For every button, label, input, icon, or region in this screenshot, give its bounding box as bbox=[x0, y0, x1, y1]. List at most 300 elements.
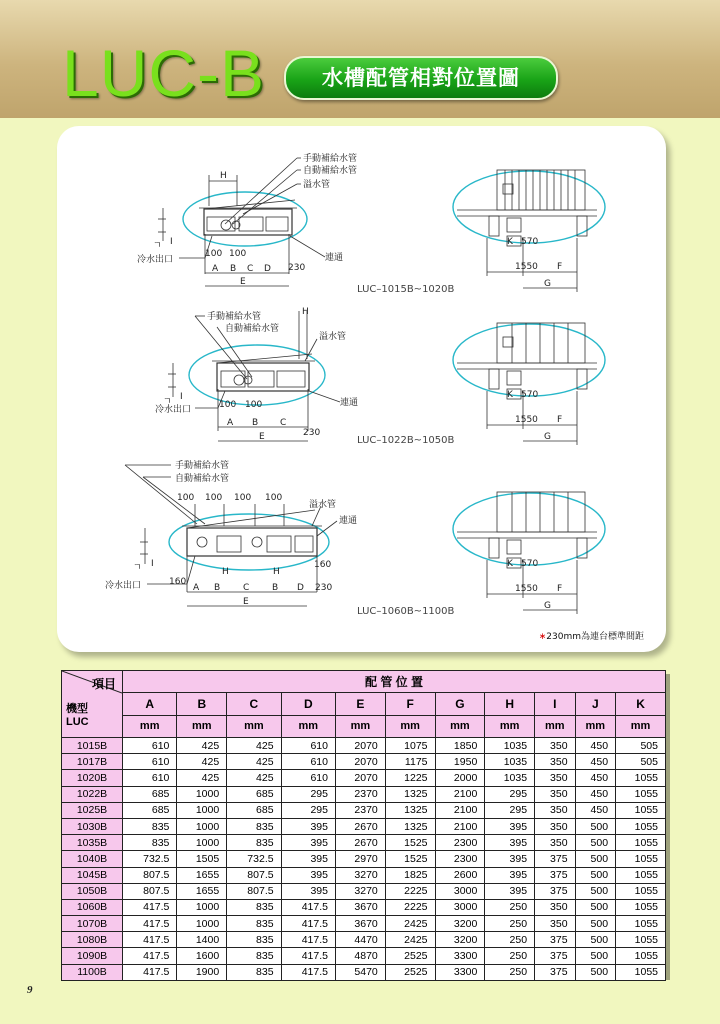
value-cell: 395 bbox=[281, 883, 335, 899]
table-corner: 項目 機型 LUC bbox=[62, 671, 123, 738]
value-cell: 395 bbox=[485, 883, 535, 899]
value-cell: 835 bbox=[227, 932, 281, 948]
value-cell: 417.5 bbox=[281, 948, 335, 964]
value-cell: 375 bbox=[535, 964, 576, 980]
value-cell: 3300 bbox=[435, 964, 485, 980]
plan-diagram-1 bbox=[137, 152, 455, 295]
model-cell: 1070B bbox=[62, 916, 123, 932]
value-cell: 417.5 bbox=[281, 916, 335, 932]
svg-text:D: D bbox=[264, 264, 271, 274]
value-cell: 1055 bbox=[616, 851, 666, 867]
svg-text:A: A bbox=[212, 264, 219, 274]
column-header: B bbox=[177, 693, 227, 715]
value-cell: 505 bbox=[616, 738, 666, 754]
value-cell: 375 bbox=[535, 867, 576, 883]
value-cell: 610 bbox=[281, 754, 335, 770]
value-cell: 425 bbox=[177, 770, 227, 786]
value-cell: 417.5 bbox=[123, 932, 177, 948]
column-header: E bbox=[335, 693, 385, 715]
unit-row bbox=[62, 715, 666, 737]
value-cell: 807.5 bbox=[123, 867, 177, 883]
model-cell: 1025B bbox=[62, 802, 123, 818]
unit-cell: mm bbox=[281, 715, 335, 737]
value-cell: 1175 bbox=[385, 754, 435, 770]
svg-text:100: 100 bbox=[219, 400, 237, 410]
svg-text:F: F bbox=[557, 262, 563, 272]
value-cell: 5470 bbox=[335, 964, 385, 980]
svg-text:1550: 1550 bbox=[515, 262, 538, 272]
label-cold-outlet-2: 冷水出口 bbox=[155, 405, 192, 415]
model-cell: 1045B bbox=[62, 867, 123, 883]
value-cell: 250 bbox=[485, 964, 535, 980]
table-row bbox=[62, 835, 666, 851]
label-auto-supply-2: 自動補給水管 bbox=[225, 324, 280, 334]
model-range-1: LUC–1015B~1020B bbox=[357, 284, 455, 295]
svg-text:A: A bbox=[227, 418, 234, 428]
value-cell: 450 bbox=[575, 754, 616, 770]
value-cell: 1950 bbox=[435, 754, 485, 770]
value-cell: 2225 bbox=[385, 899, 435, 915]
svg-text:B: B bbox=[272, 583, 279, 593]
value-cell: 500 bbox=[575, 851, 616, 867]
value-cell: 1600 bbox=[177, 948, 227, 964]
label-manual-supply-1: 手動補給水管 bbox=[303, 154, 358, 164]
value-cell: 375 bbox=[535, 883, 576, 899]
value-cell: 500 bbox=[575, 835, 616, 851]
value-cell: 500 bbox=[575, 948, 616, 964]
column-header: C bbox=[227, 693, 281, 715]
model-cell: 1017B bbox=[62, 754, 123, 770]
column-header: D bbox=[281, 693, 335, 715]
svg-text:570: 570 bbox=[521, 237, 539, 247]
value-cell: 500 bbox=[575, 932, 616, 948]
value-cell: 2100 bbox=[435, 786, 485, 802]
value-cell: 2100 bbox=[435, 802, 485, 818]
value-cell: 395 bbox=[485, 818, 535, 834]
value-cell: 425 bbox=[177, 754, 227, 770]
svg-text:A: A bbox=[193, 583, 200, 593]
value-cell: 610 bbox=[281, 770, 335, 786]
value-cell: 807.5 bbox=[123, 883, 177, 899]
table-row bbox=[62, 948, 666, 964]
svg-text:C: C bbox=[243, 583, 250, 593]
value-cell: 417.5 bbox=[281, 964, 335, 980]
value-cell: 350 bbox=[535, 770, 576, 786]
value-cell: 1055 bbox=[616, 802, 666, 818]
svg-text:I: I bbox=[170, 237, 173, 247]
value-cell: 2100 bbox=[435, 818, 485, 834]
value-cell: 1655 bbox=[177, 867, 227, 883]
svg-text:H: H bbox=[273, 567, 280, 577]
svg-text:F: F bbox=[557, 415, 563, 425]
svg-text:160: 160 bbox=[169, 577, 187, 587]
column-header: H bbox=[485, 693, 535, 715]
piping-diagrams bbox=[57, 126, 666, 652]
value-cell: 1055 bbox=[616, 867, 666, 883]
group-title: 配 管 位 置 bbox=[123, 671, 666, 693]
value-cell: 1055 bbox=[616, 786, 666, 802]
value-cell: 500 bbox=[575, 883, 616, 899]
value-cell: 395 bbox=[281, 851, 335, 867]
unit-cell: mm bbox=[485, 715, 535, 737]
column-header-row bbox=[62, 693, 666, 715]
svg-text:I: I bbox=[180, 392, 183, 402]
value-cell: 835 bbox=[227, 964, 281, 980]
svg-text:ㄱ: ㄱ bbox=[133, 563, 142, 573]
value-cell: 2670 bbox=[335, 835, 385, 851]
value-cell: 2300 bbox=[435, 835, 485, 851]
value-cell: 350 bbox=[535, 916, 576, 932]
value-cell: 425 bbox=[227, 738, 281, 754]
table-row bbox=[62, 916, 666, 932]
svg-text:E: E bbox=[259, 432, 265, 442]
svg-text:K: K bbox=[507, 237, 513, 247]
value-cell: 1000 bbox=[177, 802, 227, 818]
value-cell: 1055 bbox=[616, 770, 666, 786]
value-cell: 685 bbox=[123, 786, 177, 802]
value-cell: 2670 bbox=[335, 818, 385, 834]
value-cell: 500 bbox=[575, 916, 616, 932]
value-cell: 1325 bbox=[385, 818, 435, 834]
svg-text:ㄱ: ㄱ bbox=[153, 241, 162, 251]
value-cell: 417.5 bbox=[281, 899, 335, 915]
value-cell: 2000 bbox=[435, 770, 485, 786]
model-cell: 1100B bbox=[62, 964, 123, 980]
value-cell: 835 bbox=[123, 835, 177, 851]
value-cell: 1325 bbox=[385, 802, 435, 818]
label-overflow-1: 溢水管 bbox=[303, 180, 331, 190]
value-cell: 500 bbox=[575, 964, 616, 980]
model-cell: 1020B bbox=[62, 770, 123, 786]
value-cell: 2525 bbox=[385, 948, 435, 964]
svg-text:K: K bbox=[507, 559, 513, 569]
label-auto-supply-1: 自動補給水管 bbox=[303, 166, 358, 176]
value-cell: 2525 bbox=[385, 964, 435, 980]
model-cell: 1050B bbox=[62, 883, 123, 899]
value-cell: 295 bbox=[485, 786, 535, 802]
value-cell: 685 bbox=[227, 786, 281, 802]
column-header: I bbox=[535, 693, 576, 715]
column-header: F bbox=[385, 693, 435, 715]
value-cell: 500 bbox=[575, 867, 616, 883]
page-number: 9 bbox=[27, 984, 33, 996]
table-row bbox=[62, 867, 666, 883]
model-range-3: LUC–1060B~1100B bbox=[357, 606, 455, 617]
unit-cell: mm bbox=[177, 715, 227, 737]
label-connect-1: 連通 bbox=[325, 253, 344, 263]
value-cell: 450 bbox=[575, 786, 616, 802]
value-cell: 610 bbox=[123, 754, 177, 770]
plan-diagram-2 bbox=[155, 307, 358, 442]
value-cell: 1000 bbox=[177, 835, 227, 851]
svg-text:230: 230 bbox=[288, 263, 306, 273]
table-row bbox=[62, 883, 666, 899]
value-cell: 1035 bbox=[485, 754, 535, 770]
label-connect-3: 連通 bbox=[339, 516, 358, 526]
plan-diagram-3 bbox=[105, 459, 455, 617]
value-cell: 417.5 bbox=[123, 899, 177, 915]
value-cell: 2225 bbox=[385, 883, 435, 899]
subtitle-badge: 水槽配管相對位置圖 bbox=[284, 56, 558, 100]
page-title: LUC-B bbox=[62, 36, 266, 110]
value-cell: 1055 bbox=[616, 883, 666, 899]
value-cell: 375 bbox=[535, 851, 576, 867]
value-cell: 417.5 bbox=[123, 916, 177, 932]
value-cell: 1525 bbox=[385, 835, 435, 851]
value-cell: 417.5 bbox=[123, 964, 177, 980]
model-range-2: LUC–1022B~1050B bbox=[357, 435, 455, 446]
svg-text:100: 100 bbox=[205, 493, 223, 503]
side-diagram-1 bbox=[453, 170, 605, 292]
label-cold-outlet-1: 冷水出口 bbox=[137, 255, 174, 265]
value-cell: 1000 bbox=[177, 818, 227, 834]
label-manual-supply-3: 手動補給水管 bbox=[175, 461, 230, 471]
value-cell: 1075 bbox=[385, 738, 435, 754]
unit-cell: mm bbox=[385, 715, 435, 737]
svg-text:C: C bbox=[280, 418, 287, 428]
unit-cell: mm bbox=[616, 715, 666, 737]
value-cell: 1325 bbox=[385, 786, 435, 802]
column-header: J bbox=[575, 693, 616, 715]
model-cell: 1060B bbox=[62, 899, 123, 915]
svg-text:B: B bbox=[230, 264, 237, 274]
value-cell: 250 bbox=[485, 916, 535, 932]
note: ∗230mm為連台標準間距 bbox=[538, 632, 644, 642]
value-cell: 500 bbox=[575, 818, 616, 834]
value-cell: 395 bbox=[281, 867, 335, 883]
value-cell: 350 bbox=[535, 899, 576, 915]
value-cell: 295 bbox=[281, 786, 335, 802]
value-cell: 3300 bbox=[435, 948, 485, 964]
value-cell: 835 bbox=[227, 916, 281, 932]
table-row bbox=[62, 786, 666, 802]
value-cell: 395 bbox=[485, 867, 535, 883]
value-cell: 1000 bbox=[177, 899, 227, 915]
label-connect-2: 連通 bbox=[340, 398, 359, 408]
unit-cell: mm bbox=[123, 715, 177, 737]
svg-text:100: 100 bbox=[234, 493, 252, 503]
value-cell: 295 bbox=[485, 802, 535, 818]
svg-text:160: 160 bbox=[314, 560, 332, 570]
value-cell: 1035 bbox=[485, 770, 535, 786]
svg-text:100: 100 bbox=[229, 249, 247, 259]
svg-text:230: 230 bbox=[315, 583, 333, 593]
svg-text:G: G bbox=[544, 432, 551, 442]
value-cell: 3670 bbox=[335, 899, 385, 915]
svg-text:K: K bbox=[507, 390, 513, 400]
value-cell: 3200 bbox=[435, 916, 485, 932]
svg-text:C: C bbox=[247, 264, 254, 274]
unit-cell: mm bbox=[227, 715, 281, 737]
value-cell: 2070 bbox=[335, 770, 385, 786]
value-cell: 1900 bbox=[177, 964, 227, 980]
value-cell: 1225 bbox=[385, 770, 435, 786]
value-cell: 395 bbox=[281, 835, 335, 851]
label-cold-outlet-3: 冷水出口 bbox=[105, 581, 142, 591]
model-cell: 1030B bbox=[62, 818, 123, 834]
value-cell: 3270 bbox=[335, 883, 385, 899]
value-cell: 3670 bbox=[335, 916, 385, 932]
side-diagram-3 bbox=[453, 492, 605, 614]
value-cell: 425 bbox=[227, 754, 281, 770]
value-cell: 732.5 bbox=[227, 851, 281, 867]
svg-text:1550: 1550 bbox=[515, 415, 538, 425]
value-cell: 2425 bbox=[385, 932, 435, 948]
value-cell: 732.5 bbox=[123, 851, 177, 867]
model-cell: 1035B bbox=[62, 835, 123, 851]
svg-text:E: E bbox=[243, 597, 249, 607]
spec-table bbox=[61, 670, 666, 981]
value-cell: 395 bbox=[485, 835, 535, 851]
svg-text:F: F bbox=[557, 584, 563, 594]
value-cell: 350 bbox=[535, 802, 576, 818]
value-cell: 417.5 bbox=[123, 948, 177, 964]
value-cell: 250 bbox=[485, 899, 535, 915]
table-row bbox=[62, 818, 666, 834]
svg-text:G: G bbox=[544, 279, 551, 289]
table-row bbox=[62, 802, 666, 818]
value-cell: 2370 bbox=[335, 802, 385, 818]
value-cell: 835 bbox=[227, 835, 281, 851]
svg-text:100: 100 bbox=[245, 400, 263, 410]
value-cell: 2425 bbox=[385, 916, 435, 932]
value-cell: 375 bbox=[535, 932, 576, 948]
value-cell: 3270 bbox=[335, 867, 385, 883]
value-cell: 350 bbox=[535, 738, 576, 754]
value-cell: 500 bbox=[575, 899, 616, 915]
label-overflow-2: 溢水管 bbox=[319, 332, 347, 342]
value-cell: 250 bbox=[485, 948, 535, 964]
value-cell: 835 bbox=[227, 818, 281, 834]
value-cell: 1850 bbox=[435, 738, 485, 754]
column-header: G bbox=[435, 693, 485, 715]
value-cell: 350 bbox=[535, 818, 576, 834]
value-cell: 685 bbox=[227, 802, 281, 818]
label-manual-supply-2: 手動補給水管 bbox=[207, 312, 262, 322]
value-cell: 1055 bbox=[616, 916, 666, 932]
value-cell: 2370 bbox=[335, 786, 385, 802]
value-cell: 807.5 bbox=[227, 883, 281, 899]
value-cell: 835 bbox=[123, 818, 177, 834]
value-cell: 450 bbox=[575, 738, 616, 754]
svg-text:570: 570 bbox=[521, 390, 539, 400]
svg-text:100: 100 bbox=[205, 249, 223, 259]
svg-text:H: H bbox=[220, 171, 227, 181]
value-cell: 295 bbox=[281, 802, 335, 818]
value-cell: 1505 bbox=[177, 851, 227, 867]
svg-text:H: H bbox=[222, 567, 229, 577]
value-cell: 1000 bbox=[177, 786, 227, 802]
value-cell: 1055 bbox=[616, 835, 666, 851]
svg-text:100: 100 bbox=[265, 493, 283, 503]
value-cell: 350 bbox=[535, 786, 576, 802]
value-cell: 1000 bbox=[177, 916, 227, 932]
svg-text:G: G bbox=[544, 601, 551, 611]
value-cell: 807.5 bbox=[227, 867, 281, 883]
value-cell: 375 bbox=[535, 948, 576, 964]
value-cell: 395 bbox=[485, 851, 535, 867]
svg-text:100: 100 bbox=[177, 493, 195, 503]
unit-cell: mm bbox=[335, 715, 385, 737]
diagram-card bbox=[57, 126, 666, 652]
svg-text:1550: 1550 bbox=[515, 584, 538, 594]
value-cell: 835 bbox=[227, 948, 281, 964]
svg-text:H: H bbox=[302, 307, 309, 317]
value-cell: 450 bbox=[575, 802, 616, 818]
model-cell: 1022B bbox=[62, 786, 123, 802]
value-cell: 3200 bbox=[435, 932, 485, 948]
value-cell: 1055 bbox=[616, 899, 666, 915]
table-row bbox=[62, 932, 666, 948]
value-cell: 2300 bbox=[435, 851, 485, 867]
spec-table-wrap bbox=[61, 670, 666, 979]
svg-text:ㄱ: ㄱ bbox=[163, 397, 172, 407]
value-cell: 2070 bbox=[335, 738, 385, 754]
value-cell: 1055 bbox=[616, 818, 666, 834]
value-cell: 1055 bbox=[616, 948, 666, 964]
column-header: K bbox=[616, 693, 666, 715]
value-cell: 835 bbox=[227, 899, 281, 915]
value-cell: 1825 bbox=[385, 867, 435, 883]
svg-text:B: B bbox=[252, 418, 259, 428]
svg-text:E: E bbox=[240, 277, 246, 287]
value-cell: 610 bbox=[123, 738, 177, 754]
unit-cell: mm bbox=[435, 715, 485, 737]
value-cell: 685 bbox=[123, 802, 177, 818]
value-cell: 250 bbox=[485, 932, 535, 948]
value-cell: 1055 bbox=[616, 964, 666, 980]
svg-text:570: 570 bbox=[521, 559, 539, 569]
value-cell: 350 bbox=[535, 835, 576, 851]
table-row bbox=[62, 754, 666, 770]
table-row bbox=[62, 964, 666, 980]
model-cell: 1080B bbox=[62, 932, 123, 948]
column-header: A bbox=[123, 693, 177, 715]
label-auto-supply-3: 自動補給水管 bbox=[175, 474, 230, 484]
value-cell: 1525 bbox=[385, 851, 435, 867]
svg-text:I: I bbox=[151, 559, 154, 569]
table-body bbox=[62, 738, 666, 981]
svg-text:D: D bbox=[297, 583, 304, 593]
value-cell: 2600 bbox=[435, 867, 485, 883]
table-row bbox=[62, 899, 666, 915]
value-cell: 610 bbox=[281, 738, 335, 754]
value-cell: 1655 bbox=[177, 883, 227, 899]
value-cell: 425 bbox=[177, 738, 227, 754]
table-row bbox=[62, 738, 666, 754]
value-cell: 2070 bbox=[335, 754, 385, 770]
value-cell: 450 bbox=[575, 770, 616, 786]
unit-cell: mm bbox=[535, 715, 576, 737]
svg-text:B: B bbox=[214, 583, 221, 593]
value-cell: 2970 bbox=[335, 851, 385, 867]
value-cell: 4870 bbox=[335, 948, 385, 964]
value-cell: 4470 bbox=[335, 932, 385, 948]
value-cell: 505 bbox=[616, 754, 666, 770]
value-cell: 350 bbox=[535, 754, 576, 770]
value-cell: 425 bbox=[227, 770, 281, 786]
unit-cell: mm bbox=[575, 715, 616, 737]
value-cell: 3000 bbox=[435, 899, 485, 915]
value-cell: 1035 bbox=[485, 738, 535, 754]
value-cell: 395 bbox=[281, 818, 335, 834]
model-cell: 1090B bbox=[62, 948, 123, 964]
table-row bbox=[62, 770, 666, 786]
value-cell: 1055 bbox=[616, 932, 666, 948]
side-diagram-2 bbox=[453, 323, 605, 445]
value-cell: 1400 bbox=[177, 932, 227, 948]
model-cell: 1015B bbox=[62, 738, 123, 754]
